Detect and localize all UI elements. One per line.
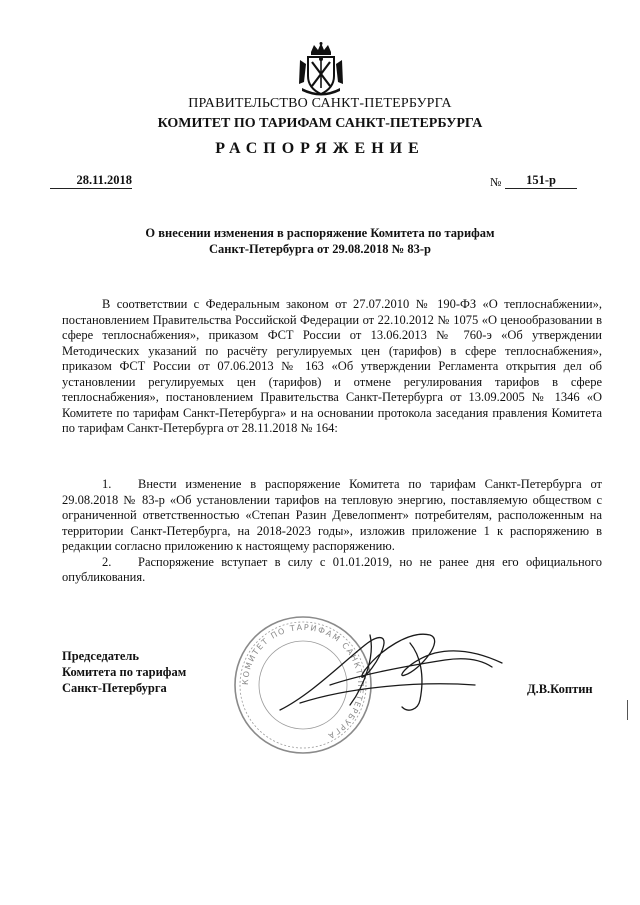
document-type: РАСПОРЯЖЕНИЕ xyxy=(215,140,425,157)
preamble xyxy=(62,297,602,437)
list-item xyxy=(62,555,602,586)
item-number: 1. xyxy=(102,477,112,491)
government-title: ПРАВИТЕЛЬСТВО САНКТ-ПЕТЕРБУРГА xyxy=(188,96,452,111)
coat-of-arms-icon xyxy=(296,42,346,98)
scan-edge-mark xyxy=(627,700,628,720)
document-number: 151-р xyxy=(505,173,577,189)
item-text: Распоряжение вступает в силу с 01.01.2019, но не ранее дня его официального опубликования. xyxy=(62,554,602,584)
list-item xyxy=(62,477,602,555)
subject-line-1: О внесении изменения в распоряжение Комитета по тарифам xyxy=(145,226,495,240)
signer-title-line-1: Председатель xyxy=(62,649,140,663)
document-subject xyxy=(60,225,580,257)
seal-text: КОМИТЕТ ПО ТАРИФАМ САНКТ-ПЕТЕРБУРГА xyxy=(240,622,366,742)
signer-title-line-3: Санкт-Петербурга xyxy=(62,681,167,695)
number-sign: № xyxy=(490,175,502,189)
handwritten-signature xyxy=(270,615,510,725)
signer-title-line-2: Комитета по тарифам xyxy=(62,665,187,679)
committee-title: КОМИТЕТ ПО ТАРИФАМ САНКТ-ПЕТЕРБУРГА xyxy=(157,116,483,131)
preamble-text: В соответствии с Федеральным законом от 27.07.2010 № 190-ФЗ «О теплоснабжении», постановлением Правительства Российской Федерации от 22.10.2012 № 1075 «О ценообразовании в сфере теплоснабжения», приказом ФСТ России от 13.06.2013 № 760-э «Об утверждении Методических указаний по расчёту регулируемых цен (тарифов) в сфере теплоснабжения», приказом ФСТ России от 07.06.2013 № 163 «Об утверждении Регламента открытия дел об установлении регулируемых цен (тарифов) и отмене регулирования тарифов в сфере теплоснабжения», постановлением Правительства Санкт-Петербурга от 13.09.2005 № 1346 «О Комитете по тарифам Санкт-Петербурга» и на основании протокола заседания правления Комитета по тарифам Санкт-Петербурга от 28.11.2018 № 164: xyxy=(62,297,602,435)
subject-line-2: Санкт-Петербурга от 29.08.2018 № 83-р xyxy=(209,242,431,256)
signer-title xyxy=(62,648,186,696)
order-items xyxy=(62,477,602,586)
signer-name: Д.В.Коптин xyxy=(527,682,593,696)
item-text: Внести изменение в распоряжение Комитета по тарифам Санкт-Петербурга от 29.08.2018 № 83-р «Об установлении тарифов на тепловую энергию, поставляемую обществом с ограниченной ответственностью «Степан Разин Девелопмент» потребителям, расположенным на территории Санкт-Петербурга, на 2018-2023 годы», изложив приложение 1 к распоряжению в редакции согласно приложению к настоящему распоряжению. xyxy=(62,477,602,553)
item-number: 2. xyxy=(102,554,112,569)
document-date: 28.11.2018 xyxy=(50,173,132,189)
